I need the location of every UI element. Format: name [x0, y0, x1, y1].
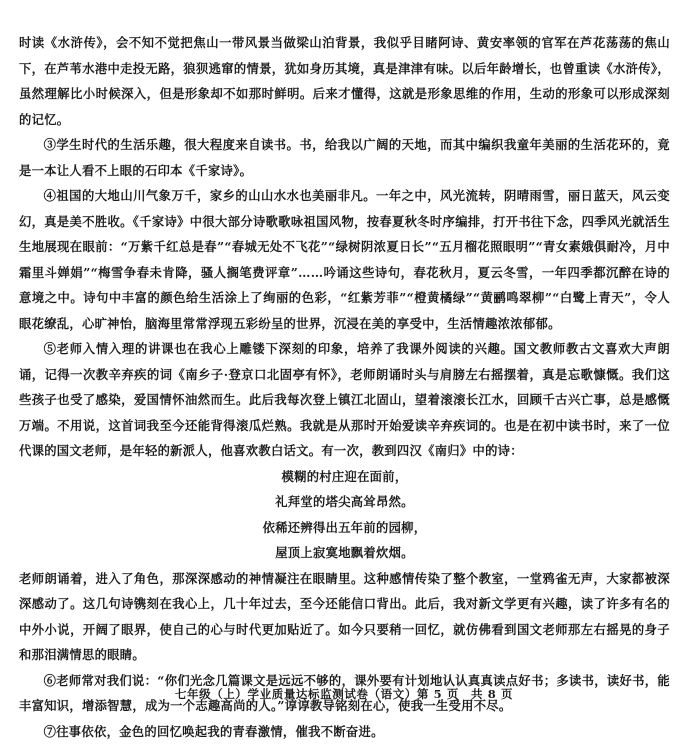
poem-line: 礼拜堂的塔尖高耸昂然。 — [19, 489, 670, 515]
paragraph-continued: 时读《水浒传》，会不知不觉把焦山一带风景当做梁山泊背景，我似乎目睹阿诗、黄安率领的官军在芦花荡荡的焦山下，在芦苇水港中走投无路，狼狈逃窜的情景，犹如身历其境，真是津津有味。以后年龄增长，也曾重读《水浒传》，虽然理解比小时候深入，但是形象却不如那时鲜明。后来才懂得，这就是形象思维的作用，生动的形象可以形成深刻的记忆。 — [19, 30, 670, 132]
poem-line: 依稀还辨得出五年前的园柳， — [19, 515, 670, 541]
page-footer: 七年级（上）学业质量达标监测试卷（语文）第 5 页 共 8 页 — [0, 686, 688, 702]
paragraph-4: ④祖国的大地山川气象万千，家乡的山山水水也美丽非凡。一年之中，风光流转，阴晴雨雪，丽日蓝天，风云变幻，真是美不胜收。《千家诗》中很大部分诗歌歌咏祖国风物，按春夏秋冬时序编排，打开书往下念，四季风光就活生生地展现在眼前：“万紫千红总是春”“春城无处不飞花”“绿树阴浓夏日长”“五月榴花照眼明”“青女素娥俱耐冷，月中霜里斗婵娟”“梅雪争春未肯降，骚人搁笔费评章”……吟诵这些诗句，春花秋月，夏云冬雪，一年四季都沉醉在诗的意境之中。诗句中丰富的颜色给生活涂上了绚丽的色彩，“红紫芳菲”“橙黄橘绿”“黄鹂鸣翠柳”“白鹭上青天”，令人眼花缭乱，心旷神怡，脑海里常常浮现五彩纷呈的世界，沉浸在美的享受中，生活情趣浓浓郁郁。 — [19, 183, 670, 336]
paragraph-5-continued: 老师朗诵着，进入了角色，那深深感动的神情凝注在眼睛里。这种感情传染了整个教室，一堂鸦雀无声，大家都被深深感动了。这几句诗镌刻在我心上，几十年过去，至今还能信口背出。此后，我对新文学更有兴趣，读了许多有名的中外小说，开阔了眼界，使自己的心与时代更加贴近了。如今只要稍一回忆，就仿佛看到国文老师那左右摇晃的身子和那泪满情思的眼睛。 — [19, 566, 670, 668]
paragraph-5: ⑤老师入情入理的讲课也在我心上雕镂下深刻的印象，培养了我课外阅读的兴趣。国文教师教古文喜欢大声朗诵，记得一次教辛弃疾的词《南乡子·登京口北固亭有怀》，老师朗诵时头与肩膀左右摇摆着，真是忘歌慷慨。我们这些孩子也受了感染，爱国情怀油然而生。此后我每次登上镇江北固山，望着滚滚长江水，回顾千古兴亡事，总是感慨万端。不用说，这首词我至今还能背得滚瓜烂熟。我就是从那时开始爱读辛弃疾词的。也是在初中读书时，来了一位代课的国文老师，是年轻的新派人，他喜欢教白话文。有一次，教到四汉《南归》中的诗： — [19, 336, 670, 464]
poem-line: 模糊的村庄迎在面前， — [19, 464, 670, 490]
poem-line: 屋顶上寂寞地飘着炊烟。 — [19, 540, 670, 566]
paragraph-3: ③学生时代的生活乐趣，很大程度来自读书。书，给我以广阔的天地，而其中编织我童年美丽的生活花环的，竟是一本让人看不上眼的石印本《千家诗》。 — [19, 132, 670, 183]
poem-block — [19, 464, 670, 566]
paragraph-6: ⑥老师常对我们说：“你们光念几篇课文是远远不够的，课外要有计划地认认真真读点好书；多读书，读好书，能丰富知识，增添智慧，成为一个志趣高尚的人。”谆谆教导铭刻在心，使我一生受用不尽。 — [19, 668, 670, 719]
paragraph-7: ⑦往事依依，金色的回忆唤起我的青春激情，催我不断奋进。 — [19, 719, 670, 744]
